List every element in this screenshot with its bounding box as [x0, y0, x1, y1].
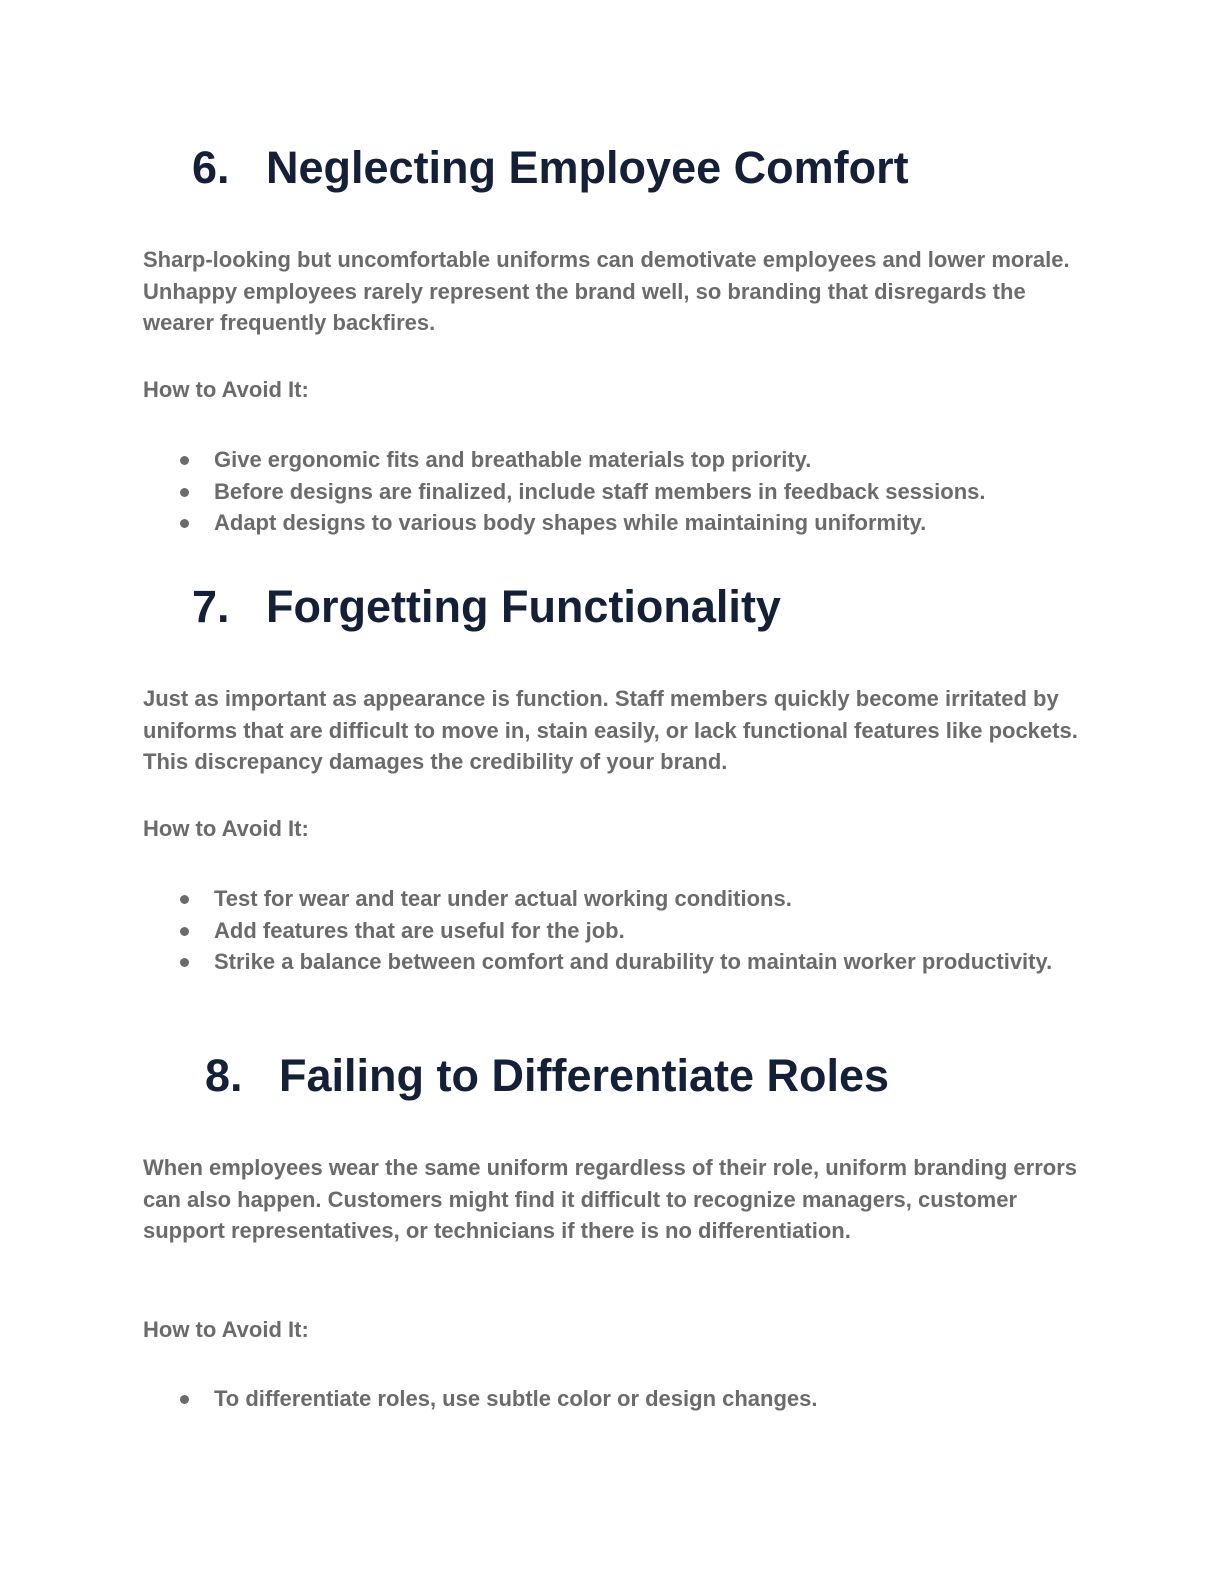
- bullet-list: [143, 883, 1083, 978]
- section-heading-6: [192, 142, 909, 194]
- list-item: [143, 1383, 1083, 1415]
- section-number: 6.: [192, 142, 230, 193]
- section-number: 7.: [192, 581, 230, 632]
- list-item: [143, 915, 1083, 947]
- section-title: Forgetting Functionality: [266, 581, 781, 632]
- bullet-icon: [180, 1395, 189, 1404]
- section-paragraph: Just as important as appearance is function. Staff members quickly become irritated by uniforms that are difficult to move in, stain easily, or lack functional features like pockets. This discrepancy damages the credibility of your brand.: [143, 686, 1078, 774]
- list-item-text: Add features that are useful for the job.: [214, 917, 625, 943]
- list-item: [143, 883, 1083, 915]
- list-item: [143, 507, 1083, 539]
- how-to-avoid-label: How to Avoid It:: [143, 377, 309, 402]
- bullet-list: [143, 1383, 1083, 1415]
- list-item-text: Test for wear and tear under actual working conditions.: [214, 886, 792, 911]
- how-to-avoid-label: How to Avoid It:: [143, 1317, 309, 1342]
- section-title: Failing to Differentiate Roles: [279, 1050, 890, 1101]
- section-title: Neglecting Employee Comfort: [266, 142, 909, 193]
- section-paragraph: Sharp-looking but uncomfortable uniforms can demotivate employees and lower morale. Unhappy employees rarely represent the brand well, so branding that disregards the wearer frequently backfires.: [143, 247, 1070, 335]
- bullet-icon: [180, 927, 189, 936]
- section-paragraph: When employees wear the same uniform regardless of their role, uniform branding errors can also happen. Customers might find it difficult to recognize managers, customer support representatives, or technicians if there is no differentiation.: [143, 1155, 1078, 1243]
- list-item: [143, 946, 1083, 978]
- list-item: [143, 444, 1083, 476]
- bullet-icon: [180, 958, 189, 967]
- bullet-icon: [180, 519, 189, 528]
- list-item-text: Strike a balance between comfort and durability to maintain worker productivity.: [214, 949, 1053, 974]
- section-heading-8: [205, 1050, 889, 1102]
- list-item: [143, 476, 1083, 508]
- bullet-icon: [180, 488, 189, 497]
- list-item-text: Adapt designs to various body shapes while maintaining uniformity.: [214, 510, 927, 535]
- bullet-icon: [180, 895, 189, 904]
- how-to-avoid-label: How to Avoid It:: [143, 816, 309, 841]
- list-item-text: Before designs are finalized, include staff members in feedback sessions.: [214, 478, 986, 504]
- bullet-list: [143, 444, 1083, 539]
- list-item-text: Give ergonomic fits and breathable materials top priority.: [214, 447, 812, 472]
- section-number: 8.: [205, 1050, 243, 1101]
- bullet-icon: [180, 456, 189, 465]
- list-item-text: To differentiate roles, use subtle color or design changes.: [214, 1386, 818, 1411]
- section-heading-7: [192, 581, 781, 633]
